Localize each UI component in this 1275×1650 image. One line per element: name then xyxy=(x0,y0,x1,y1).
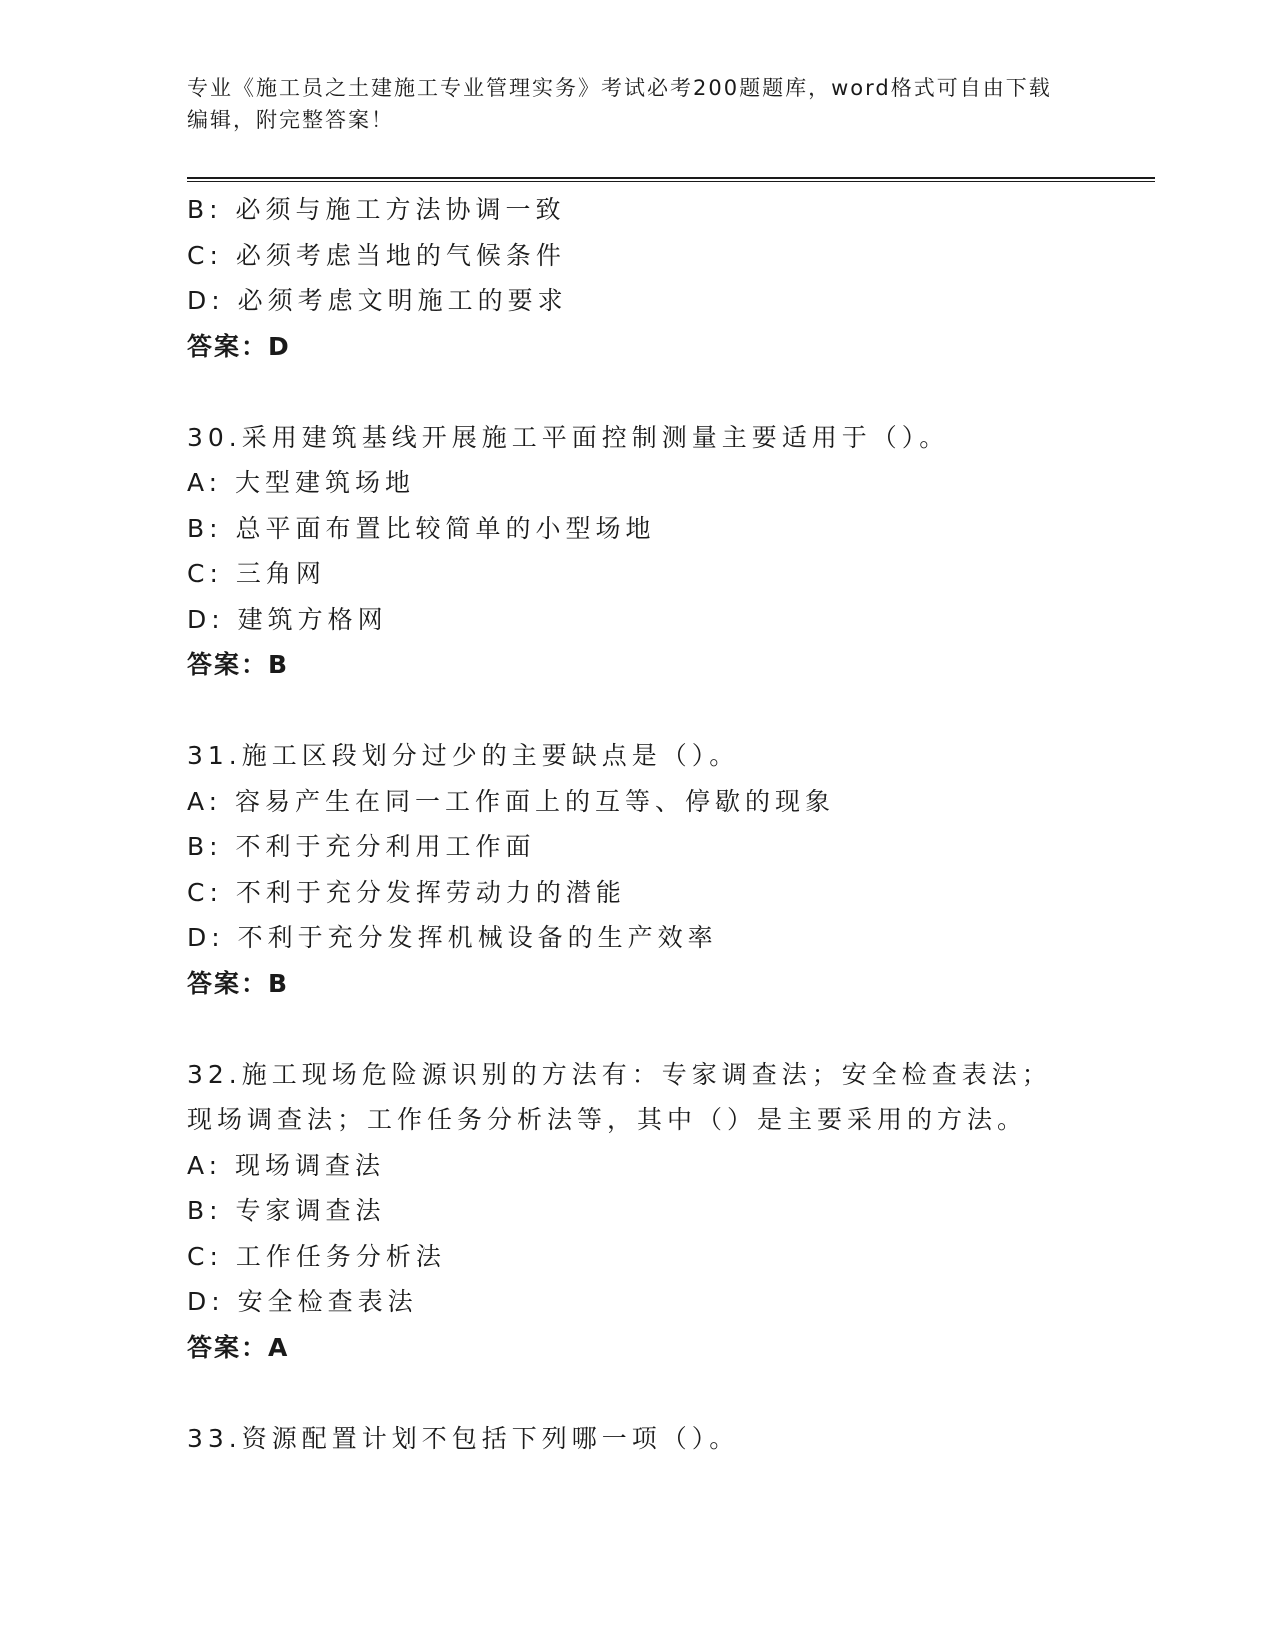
question-stem: 33.资源配置计划不包括下列哪一项（）。 xyxy=(187,1423,740,1453)
option-c: C: 不利于充分发挥劳动力的潜能 xyxy=(187,877,626,907)
option-d: D: 安全检查表法 xyxy=(187,1287,418,1316)
document-body xyxy=(187,187,1087,1461)
answer-line: 答案：B xyxy=(187,968,290,998)
question-block-33 xyxy=(187,1416,1087,1462)
question-stem: 31.施工区段划分过少的主要缺点是（）。 xyxy=(187,741,740,770)
option-b: B: 必须与施工方法协调一致 xyxy=(187,195,566,224)
header-divider xyxy=(187,177,1155,182)
question-block-32 xyxy=(187,1052,1087,1371)
option-a: A: 容易产生在同一工作面上的互等、停歇的现象 xyxy=(187,786,836,816)
option-d: D: 不利于充分发挥机械设备的生产效率 xyxy=(187,923,718,952)
spacer xyxy=(187,1370,1087,1416)
option-c: C: 必须考虑当地的气候条件 xyxy=(187,240,566,270)
answer-line: 答案：B xyxy=(187,650,290,679)
question-stem: 32.施工现场危险源识别的方法有：专家调查法；安全检查表法；现场调查法；工作任务分析法等，其中（）是主要采用的方法。 xyxy=(187,1059,1052,1134)
question-block-31 xyxy=(187,733,1087,1006)
option-d: D: 必须考虑文明施工的要求 xyxy=(187,286,568,315)
spacer xyxy=(187,1006,1087,1052)
document-header: 专业《施工员之土建施工专业管理实务》考试必考200题题库，word格式可自由下载编辑，附完整答案！ xyxy=(187,76,1052,132)
spacer xyxy=(187,688,1087,734)
option-b: B: 总平面布置比较简单的小型场地 xyxy=(187,513,656,543)
option-b: B: 专家调查法 xyxy=(187,1196,386,1225)
question-stem: 30.采用建筑基线开展施工平面控制测量主要适用于（）。 xyxy=(187,422,950,452)
spacer xyxy=(187,369,1087,415)
question-block-continued xyxy=(187,187,1087,369)
option-d: D: 建筑方格网 xyxy=(187,604,388,634)
answer-line: 答案：D xyxy=(187,331,291,361)
option-c: C: 工作任务分析法 xyxy=(187,1241,446,1271)
question-block-30 xyxy=(187,415,1087,688)
option-a: A: 现场调查法 xyxy=(187,1150,386,1180)
answer-line: 答案：A xyxy=(187,1332,290,1362)
option-b: B: 不利于充分利用工作面 xyxy=(187,832,536,861)
option-c: C: 三角网 xyxy=(187,559,326,588)
option-a: A: 大型建筑场地 xyxy=(187,468,416,497)
